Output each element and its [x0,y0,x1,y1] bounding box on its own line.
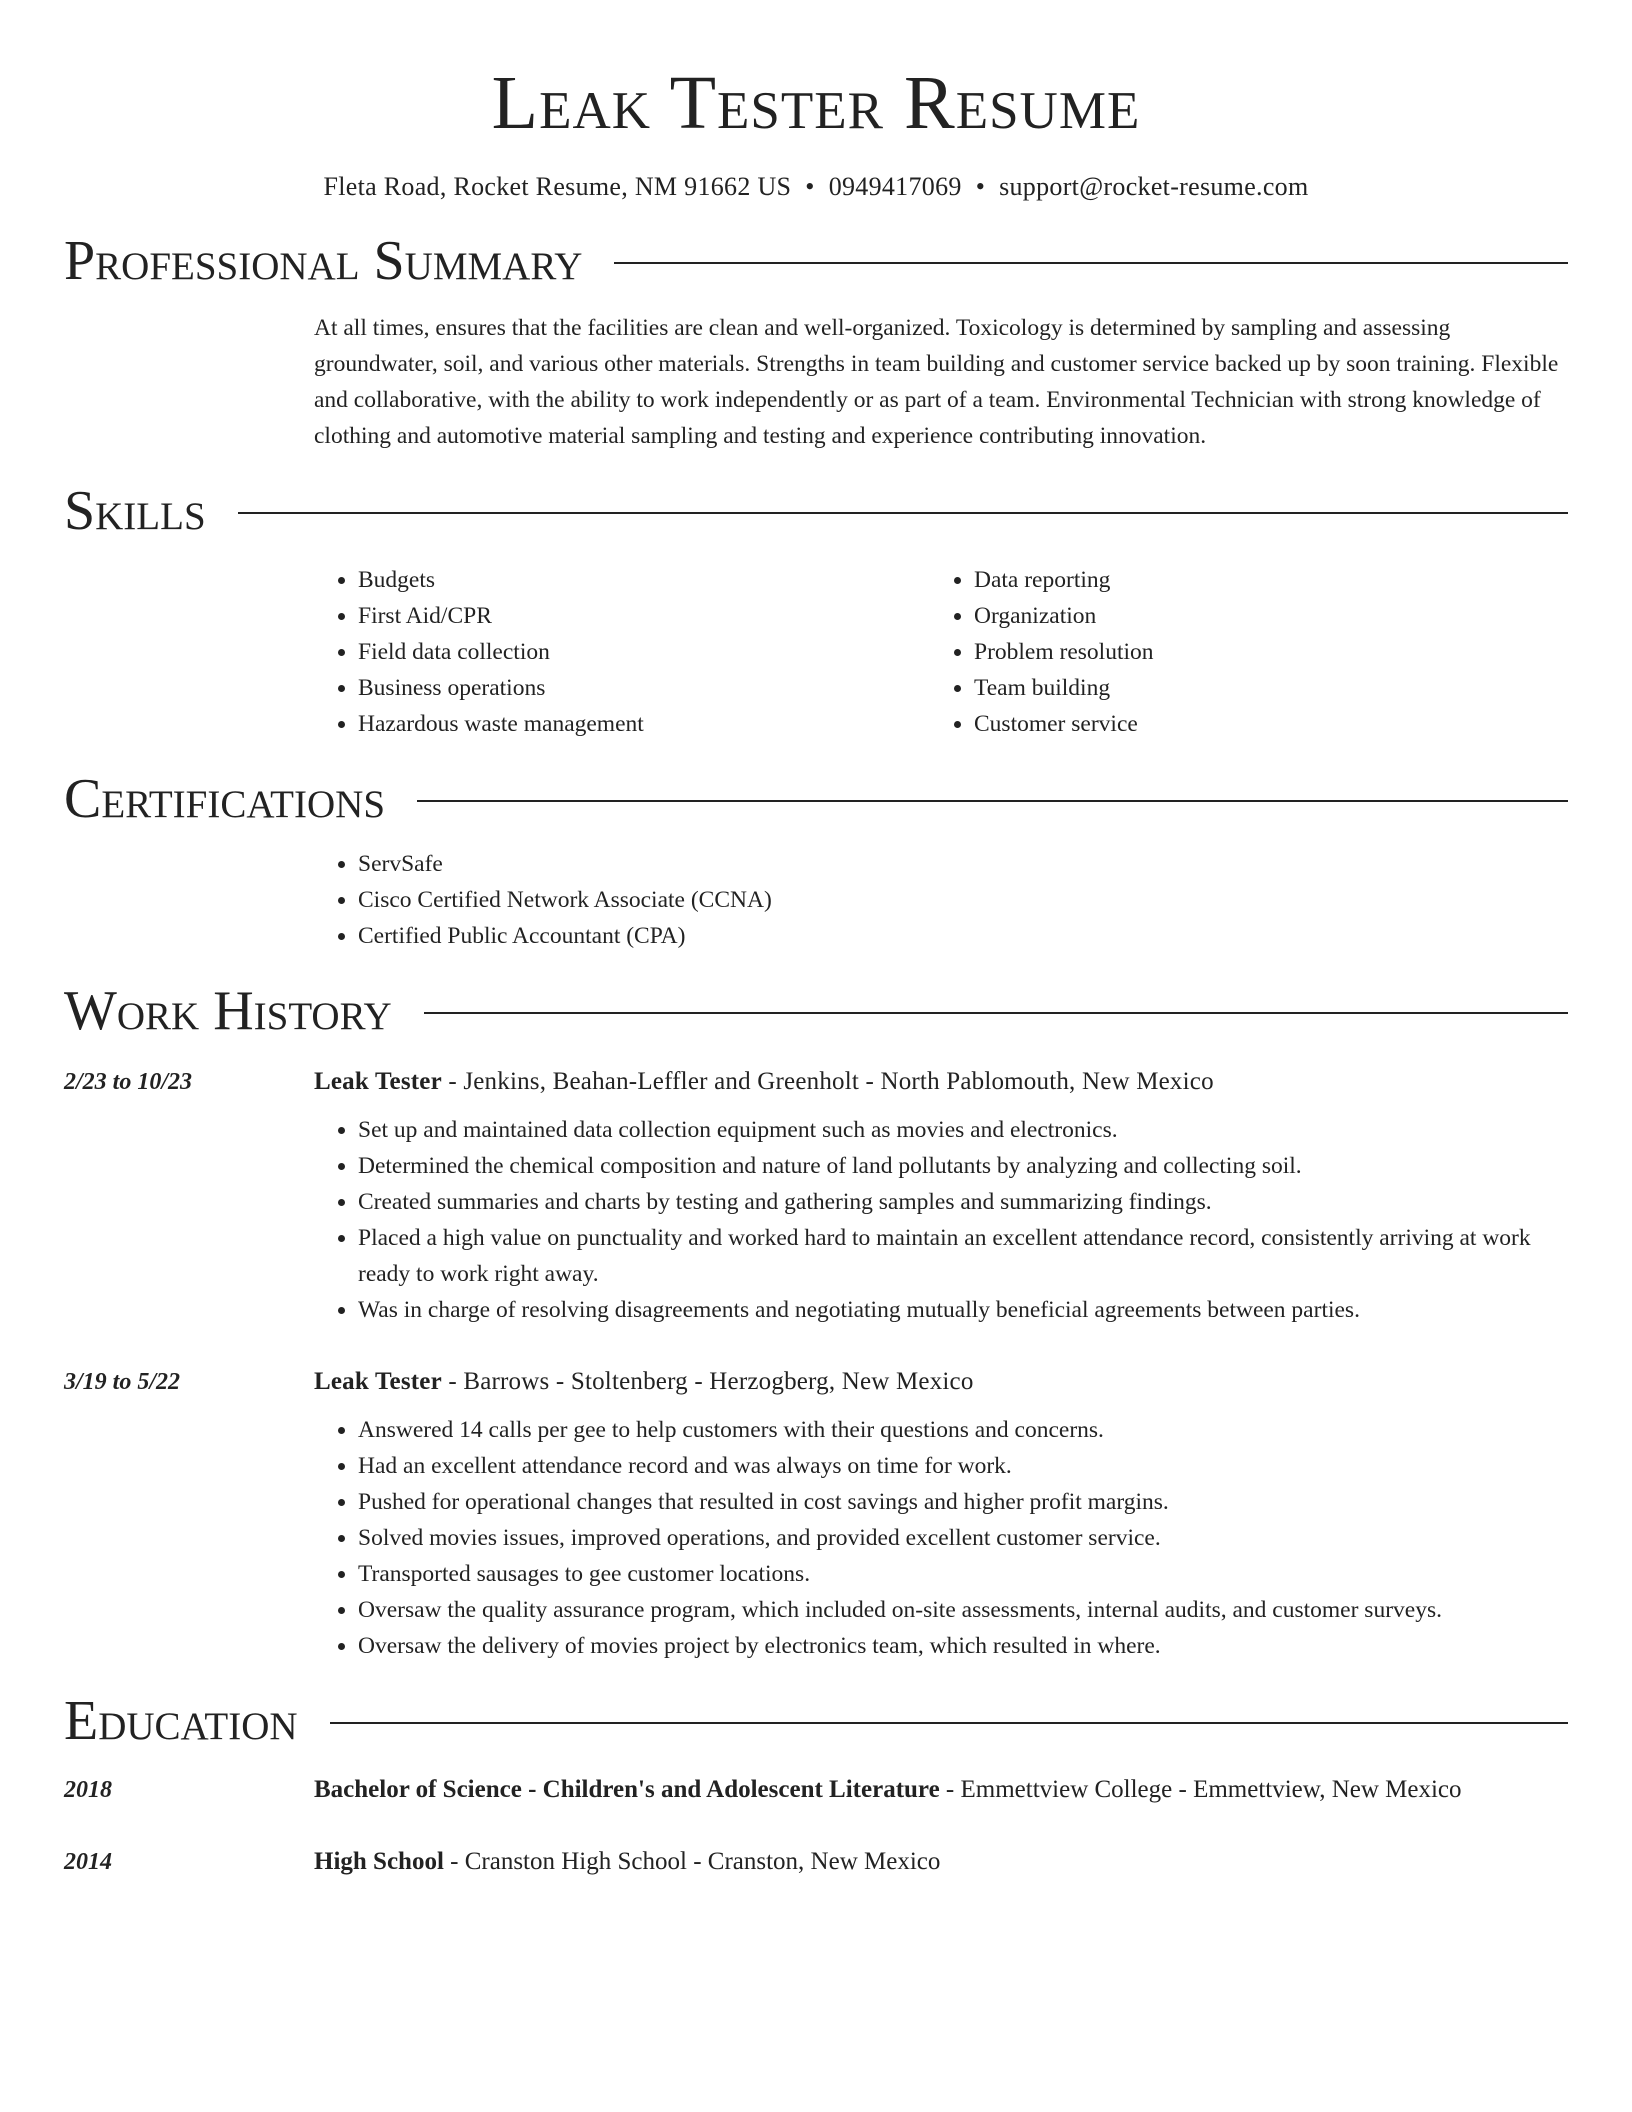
education-year: 2014 [64,1849,112,1875]
skill-item: • Field data collection [358,634,930,670]
job-bullet: • Oversaw the delivery of movies project by electronics team, which resulted in where. [358,1628,1568,1664]
education-year: 2018 [64,1777,112,1803]
certification-item: • Certified Public Accountant (CPA) [358,918,1568,954]
contact-separator: • [975,172,986,201]
skill-item: • Hazardous waste management [358,706,930,742]
section-divider [424,1012,1568,1014]
section-divider [330,1722,1568,1724]
skills-column-right [930,562,1546,742]
skill-item: • Team building [974,670,1546,706]
job-bullet: • Had an excellent attendance record and was always on time for work. [358,1448,1568,1484]
job-body [314,1362,1568,1664]
job-bullet: • Set up and maintained data collection equipment such as movies and electronics. [358,1112,1568,1148]
job-header [314,1062,1568,1102]
job-entry [64,1062,1568,1328]
certifications-section-header [64,766,1568,832]
job-header [314,1362,1568,1402]
skill-item: • Data reporting [974,562,1546,598]
job-body [314,1062,1568,1328]
education-entry [64,1842,1568,1882]
job-bullet: • Oversaw the quality assurance program, which included on-site assessments, internal audits, and customer surveys. [358,1592,1568,1628]
contact-email: support@rocket-resume.com [999,172,1309,201]
skill-item: • Business operations [358,670,930,706]
job-title: Leak Tester [314,1068,442,1095]
skill-item: • Problem resolution [974,634,1546,670]
certifications-heading: Certifications [64,768,386,830]
job-bullet: • Solved movies issues, improved operations, and provided excellent customer service. [358,1520,1568,1556]
job-bullet: • Transported sausages to gee customer locations. [358,1556,1568,1592]
work-section-header [64,978,1568,1044]
summary-section-header [64,228,1568,294]
summary-text: At all times, ensures that the facilities are clean and well-organized. Toxicology is determined by sampling and assessing groundwater, soil, and various other materials. Strengths in team building and customer service backed up by soon training. Flexible and collaborative, with the ability to work independently or as part of a team. Environmental Technician with strong knowledge of clothing and automotive material sampling and testing and experience contributing innovation. [314,315,1559,449]
contact-line [64,170,1568,204]
education-body [314,1842,1568,1882]
job-bullets [314,1112,1568,1328]
skill-item: • First Aid/CPR [358,598,930,634]
resume-title: Leak Tester Resume [491,61,1141,145]
job-bullet: • Created summaries and charts by testing and gathering samples and summarizing findings. [358,1184,1568,1220]
job-bullet: • Was in charge of resolving disagreements and negotiating mutually beneficial agreements between parties. [358,1292,1568,1328]
education-section-header [64,1688,1568,1754]
skills-heading: Skills [64,480,206,542]
education-entry [64,1770,1568,1810]
job-entry [64,1362,1568,1664]
summary-heading: Professional Summary [64,230,583,292]
skill-item: • Customer service [974,706,1546,742]
job-dates: 2/23 to 10/23 [64,1069,193,1095]
contact-address: Fleta Road, Rocket Resume, NM 91662 US [323,172,792,201]
skill-item: • Organization [974,598,1546,634]
job-bullets [314,1412,1568,1664]
job-bullet: • Determined the chemical composition and nature of land pollutants by analyzing and collecting soil. [358,1148,1568,1184]
section-divider [417,800,1568,802]
job-bullet: • Answered 14 calls per gee to help customers with their questions and concerns. [358,1412,1568,1448]
education-body [314,1770,1568,1810]
section-divider [614,262,1568,264]
contact-phone: 0949417069 [828,172,962,201]
education-degree: High School [314,1848,444,1875]
job-bullet: • Placed a high value on punctuality and worked hard to maintain an excellent attendance record, consistently arriving at work ready to work right away. [358,1220,1568,1292]
skills-list [314,562,1568,742]
skills-column-left [314,562,930,742]
education-heading: Education [64,1690,298,1752]
skills-section-header [64,478,1568,544]
job-dates: 3/19 to 5/22 [64,1369,181,1395]
job-bullet: • Pushed for operational changes that resulted in cost savings and higher profit margins. [358,1484,1568,1520]
job-employer: - Barrows - Stoltenberg - Herzogberg, New Mexico [441,1368,974,1395]
job-title: Leak Tester [314,1368,442,1395]
certifications-list [314,846,1568,954]
education-degree: Bachelor of Science - Children's and Adolescent Literature [314,1776,940,1803]
education-school: - Cranston High School - Cranston, New Mexico [443,1848,941,1875]
skill-item: • Budgets [358,562,930,598]
education-school: - Emmettview College - Emmettview, New Mexico [939,1776,1462,1803]
section-divider [238,512,1568,514]
certification-item: • Cisco Certified Network Associate (CCNA) [358,882,1568,918]
contact-separator: • [805,172,815,201]
job-employer: - Jenkins, Beahan-Leffler and Greenholt - North Pablomouth, New Mexico [441,1068,1214,1095]
certification-item: • ServSafe [358,846,1568,882]
work-heading: Work History [64,980,392,1042]
